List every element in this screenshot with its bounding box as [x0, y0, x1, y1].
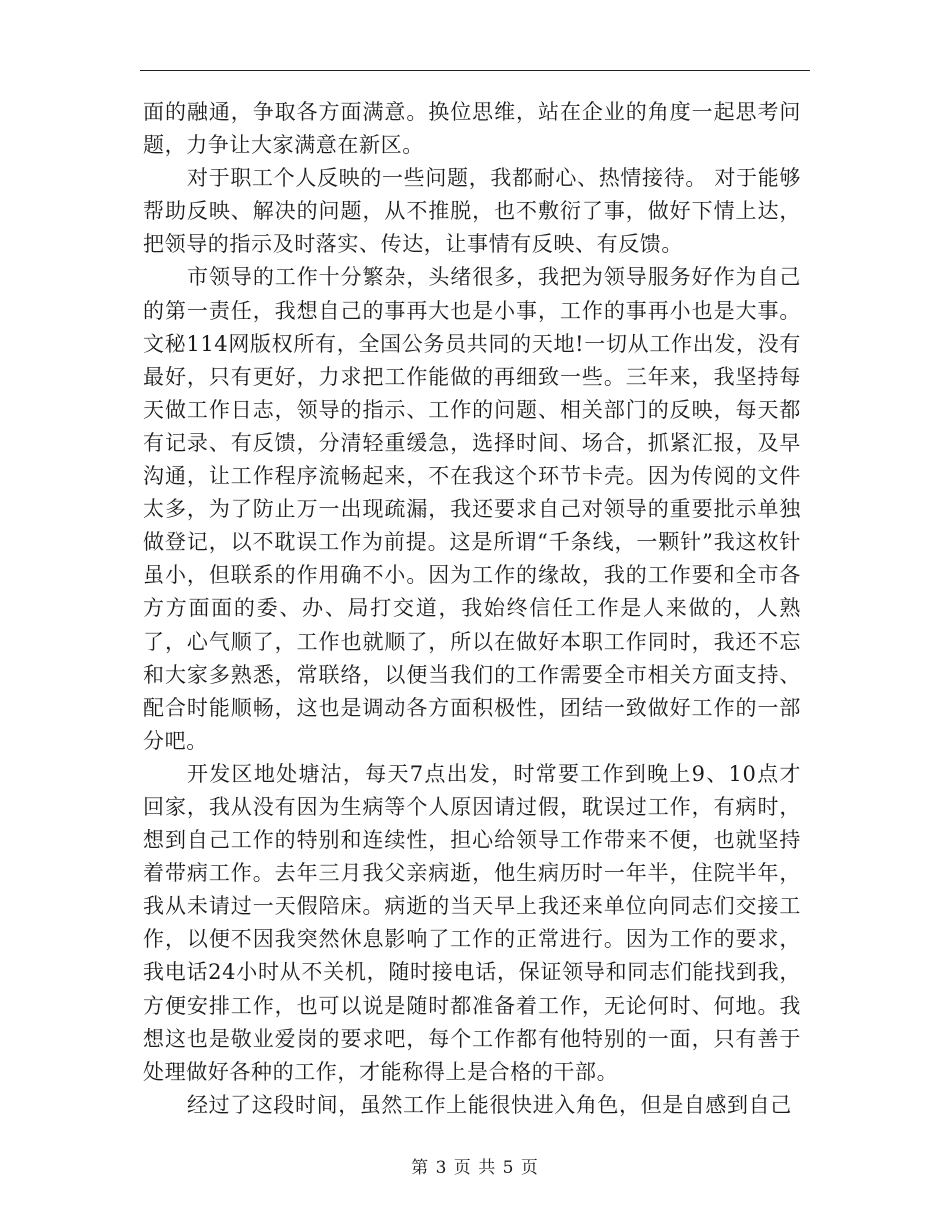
paragraph: 市领导的工作十分繁杂，头绪很多，我把为领导服务好作为自己的第一责任，我想自己的事再大也是小事，工作的事再小也是大事。文秘114网版权所有，全国公务员共同的天地!一切从工作出发，没有最好，只有更好，力求把工作能做的再细致一些。三年来，我坚持每天做工作日志，领导的指示、工作的问题、相关部门的反映，每天都有记录、有反馈，分清轻重缓急，选择时间、场合，抓紧汇报，及早沟通，让工作程序流畅起来，不在我这个环节卡壳。因为传阅的文件太多，为了防止万一出现疏漏，我还要求自己对领导的重要批示单独做登记，以不耽误工作为前提。这是所谓“千条线，一颗针”我这枚针虽小，但联系的作用确不小。因为工作的缘故，我的工作要和全市各方方面面的委、办、局打交道，我始终信任工作是人来做的，人熟了，心气顺了，工作也就顺了，所以在做好本职工作同时，我还不忘和大家多熟悉，常联络，以便当我们的工作需要全市相关方面支持、配合时能顺畅，这也是调动各方面积极性，团结一致做好工作的一部分吧。: [143, 265, 801, 753]
header-rule: [140, 70, 810, 71]
page-number-footer: 第 3 页 共 5 页: [411, 1158, 539, 1178]
paragraph: 开发区地处塘沽，每天7点出发，时常要工作到晚上9、10点才回家，我从没有因为生病等个人原因请过假，耽误过工作，有病时，想到自己工作的特别和连续性，担心给领导工作带来不便，也就坚持着带病工作。去年三月我父亲病逝，他生病历时一年半，住院半年，我从未请过一天假陪床。病逝的当天早上我还来单位向同志们交接工作，以便不因我突然休息影响了工作的正常进行。因为工作的要求，我电话24小时从不关机，随时接电话，保证领导和同志们能找到我，方便安排工作，也可以说是随时都准备着工作，无论何时、何地。我想这也是敬业爱岗的要求吧，每个工作都有他特别的一面，只有善于处理做好各种的工作，才能称得上是合格的干部。: [143, 761, 801, 1084]
document-body: [143, 96, 801, 1122]
paragraph: 对于职工个人反映的一些问题，我都耐心、热情接待。 对于能够帮助反映、解决的问题，从不推脱，也不敷衍了事，做好下情上达，把领导的指示及时落实、传达，让事情有反映、有反馈。: [143, 166, 801, 257]
paragraph-continued: 面的融通，争取各方面满意。换位思维，站在企业的角度一起思考问题，力争让大家满意在新区。: [143, 100, 801, 158]
paragraph: 经过了这段时间，虽然工作上能很快进入角色，但是自感到自己: [187, 1092, 792, 1117]
